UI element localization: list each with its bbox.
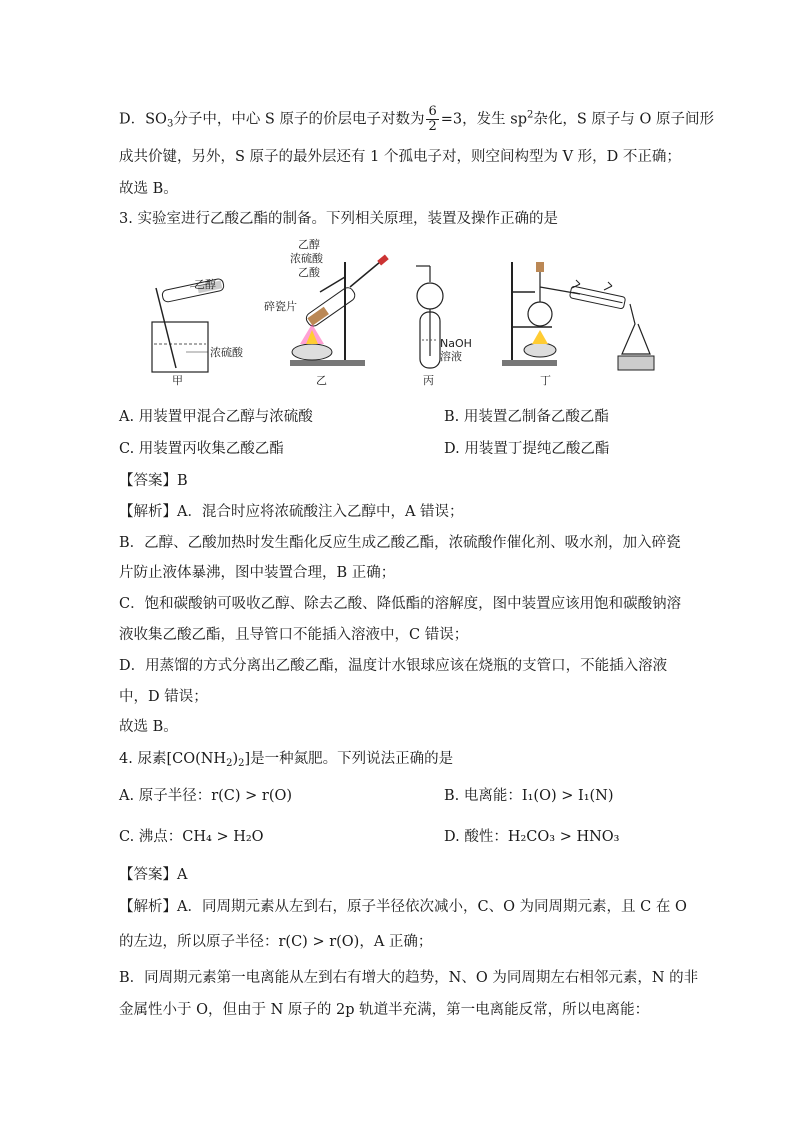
label-yi-sulfuric: 浓硫酸: [290, 252, 323, 265]
q4-explanation-a2: 的左边，所以原子半径：r(C) > r(O)，A 正确；: [119, 934, 433, 950]
q3-explanation-b1: B．乙醇、乙酸加热时发生酯化反应生成乙酸乙酯，浓硫酸作催化剂、吸水剂，加入碎瓷: [119, 535, 681, 551]
q4-option-d: D. 酸性：H₂CO₃ > HNO₃: [444, 829, 620, 845]
label-yi-acetic: 乙酸: [298, 266, 320, 279]
q2-d-line2: 成共价键，另外，S 原子的最外层还有 1 个孤电子对，则空间构型为 V 形，D 不正确；: [119, 149, 681, 165]
apparatus-jia: [152, 277, 244, 387]
label-bing-solution: 溶液: [440, 350, 462, 363]
apparatus-yi: [264, 237, 389, 387]
label-jia-acid: 浓硫酸: [210, 346, 243, 359]
q3-explanation-c2: 液收集乙酸乙酯，且导管口不能插入溶液中，C 错误；: [119, 627, 469, 643]
q2-d-line1: D．$SO_3$分子中，中心 S 原子的价层电子对数为 $\frac{6}{2}$ =3，发生 $sp^2$杂化，S 原子与 O 原子间形: [119, 104, 715, 134]
q4-explanation-a1: 【解析】A．同周期元素从左到右，原子半径依次减小，C、O 为同周期元素，且 C 在 O: [119, 899, 687, 915]
q3-option-b: B. 用装置乙制备乙酸乙酯: [444, 409, 609, 425]
q4-stem: 4. 尿素$[CO(NH_2)_2]$是一种氮肥。下列说法正确的是: [119, 751, 454, 769]
q4-option-a: A. 原子半径：r(C) > r(O): [119, 788, 293, 804]
apparatus-bing: [416, 266, 472, 387]
q3-explanation-a: 【解析】A．混合时应将浓硫酸注入乙醇中，A 错误；: [119, 504, 464, 520]
q4-answer: 【答案】A: [119, 867, 188, 883]
label-bing: 丙: [423, 374, 434, 387]
math-expression: H₂CO₃ > HNO₃: [507, 829, 620, 845]
q4-explanation-b1: B．同周期元素第一电离能从左到右有增大的趋势，N、O 为同周期左右相邻元素，N 的非: [119, 970, 699, 986]
apparatus-ding: [502, 262, 654, 387]
label-jia: 甲: [172, 374, 183, 387]
q3-explanation-c1: C．饱和碳酸钠可吸收乙醇、除去乙酸、降低酯的溶解度，图中装置应该用饱和碳酸钠溶: [119, 596, 682, 612]
q3-option-c: C. 用装置丙收集乙酸乙酯: [119, 441, 284, 457]
q3-explanation-b2: 片防止液体暴沸，图中装置合理，B 正确；: [119, 565, 396, 581]
apparatus-figure: [140, 232, 660, 392]
q3-conclusion: 故选 B。: [119, 719, 178, 735]
label-yi-chips: 碎瓷片: [264, 300, 297, 313]
label-jia-ethanol: 乙醇: [194, 278, 216, 291]
math-expression: CH₄ > H₂O: [182, 829, 264, 845]
fraction: $\frac{6}{2}$: [428, 104, 437, 134]
q3-answer: 【答案】B: [119, 473, 188, 489]
q4-explanation-b2: 金属性小于 O，但由于 N 原子的 2p 轨道半充满，第一电离能反常，所以电离能：: [119, 1002, 650, 1018]
q4-option-c: C. 沸点：CH₄ > H₂O: [119, 829, 264, 845]
q3-stem: 3. 实验室进行乙酸乙酯的制备。下列相关原理，装置及操作正确的是: [119, 211, 558, 227]
q3-option-a: A. 用装置甲混合乙醇与浓硫酸: [119, 409, 313, 425]
label-bing-naoh: NaOH: [440, 337, 472, 350]
q3-explanation-d1: D．用蒸馏的方式分离出乙酸乙酯，温度计水银球应该在烧瓶的支管口，不能插入溶液: [119, 658, 668, 674]
q3-option-d: D. 用装置丁提纯乙酸乙酯: [444, 441, 610, 457]
q2-conclusion: 故选 B。: [119, 181, 178, 197]
q3-explanation-d2: 中，D 错误；: [119, 689, 208, 705]
math-expression: I₁(O) > I₁(N): [521, 788, 614, 804]
math-expression: r(C) > r(O): [211, 788, 293, 804]
label-yi: 乙: [316, 374, 327, 387]
q4-option-b: B. 电离能：I₁(O) > I₁(N): [444, 788, 614, 804]
label-ding: 丁: [540, 374, 551, 387]
math-expression: r(C) > r(O): [278, 934, 360, 950]
label-yi-ethanol: 乙醇: [298, 238, 320, 251]
